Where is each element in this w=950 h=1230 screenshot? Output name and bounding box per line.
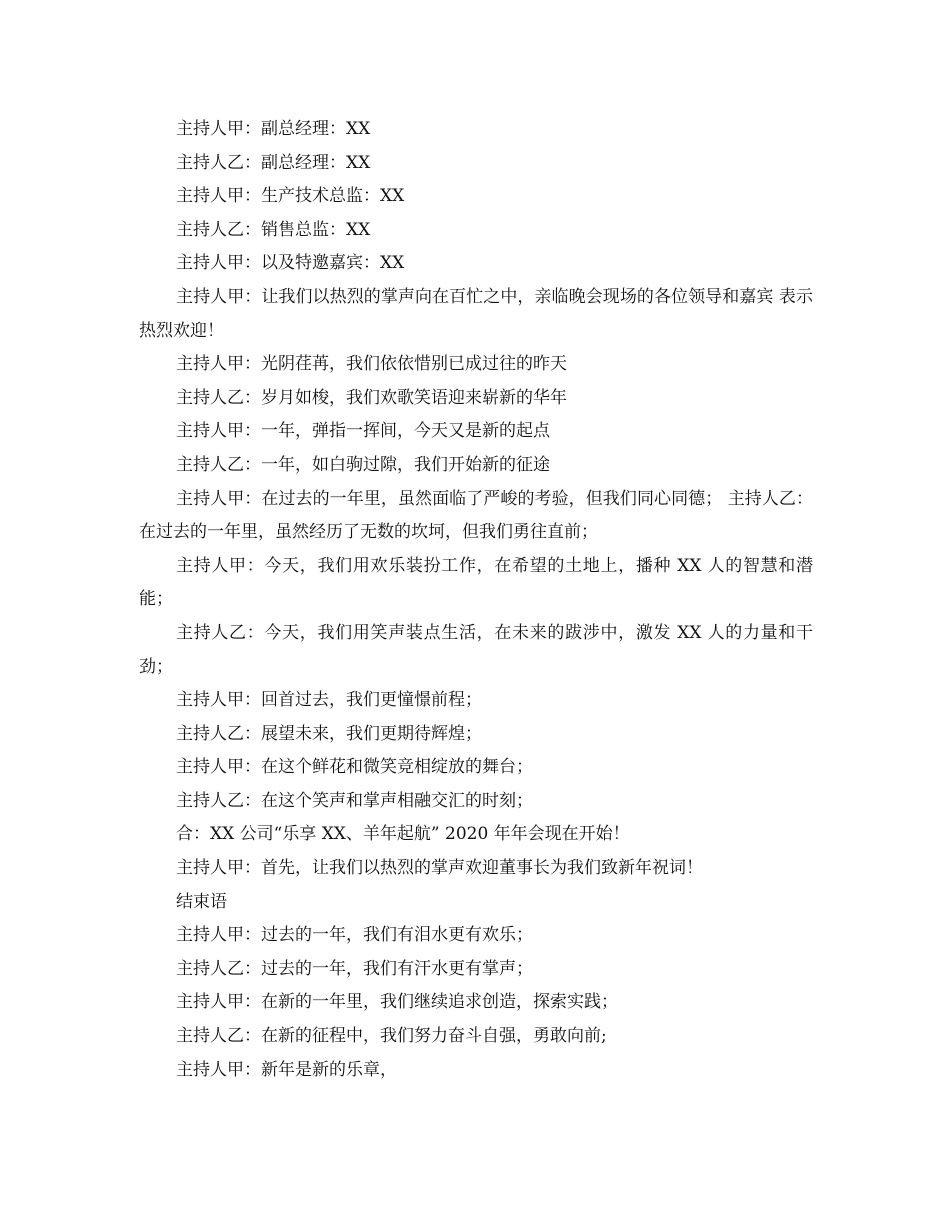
paragraph: 主持人甲：副总经理：XX <box>176 119 371 139</box>
paragraph: 主持人甲：一年，弹指一挥间，今天又是新的起点 <box>176 421 550 442</box>
paragraph: 主持人甲：过去的一年，我们有泪水更有欢乐； <box>176 925 533 946</box>
paragraph: 主持人乙：在这个笑声和掌声相融交汇的时刻； <box>176 790 533 811</box>
paragraph: 主持人甲：新年是新的乐章， <box>176 1059 397 1080</box>
paragraph: 主持人甲：今天，我们用欢乐装扮工作，在希望的土地上，播种 XX 人的智慧和潜能； <box>139 555 813 610</box>
paragraph: 主持人乙：今天，我们用笑声装点生活，在未来的跋涉中，激发 XX 人的力量和干劲； <box>139 622 813 677</box>
paragraph: 主持人甲：光阴荏苒，我们依依惜别已成过往的昨天 <box>176 354 567 375</box>
paragraph: 主持人乙：一年，如白驹过隙，我们开始新的征途 <box>176 454 550 475</box>
paragraph: 主持人甲：在新的一年里，我们继续追求创造，探索实践； <box>176 992 618 1013</box>
paragraph: 主持人乙：副总经理：XX <box>176 152 371 173</box>
document-body <box>139 113 813 1087</box>
paragraph: 主持人乙：展望未来，我们更期待辉煌； <box>176 723 482 744</box>
paragraph: 主持人甲：首先，让我们以热烈的掌声欢迎董事长为我们致新年祝词！ <box>176 858 703 879</box>
section-heading: 结束语 <box>176 891 227 912</box>
paragraph: 合：XX 公司“乐享 XX、羊年起航” 2020 年年会现在开始！ <box>176 824 630 845</box>
paragraph: 主持人甲：生产技术总监：XX <box>176 186 405 207</box>
paragraph: 主持人甲：在过去的一年里，虽然面临了严峻的考验，但我们同心同德； 主持人乙：在过去的一年里，虽然经历了无数的坎坷，但我们勇往直前； <box>139 488 813 543</box>
paragraph: 主持人甲：让我们以热烈的掌声向在百忙之中，亲临晚会现场的各位领导和嘉宾 表示热烈欢迎！ <box>139 286 813 341</box>
paragraph: 主持人乙：在新的征程中，我们努力奋斗自强，勇敢向前; <box>176 1026 607 1047</box>
paragraph: 主持人甲：在这个鲜花和微笑竞相绽放的舞台； <box>176 757 533 778</box>
paragraph: 主持人甲：以及特邀嘉宾：XX <box>176 253 405 274</box>
paragraph: 主持人乙：销售总监：XX <box>176 219 371 240</box>
paragraph: 主持人乙：过去的一年，我们有汗水更有掌声； <box>176 958 533 979</box>
paragraph: 主持人乙：岁月如梭，我们欢歌笑语迎来崭新的华年 <box>176 387 567 408</box>
paragraph: 主持人甲：回首过去，我们更憧憬前程； <box>176 690 482 711</box>
